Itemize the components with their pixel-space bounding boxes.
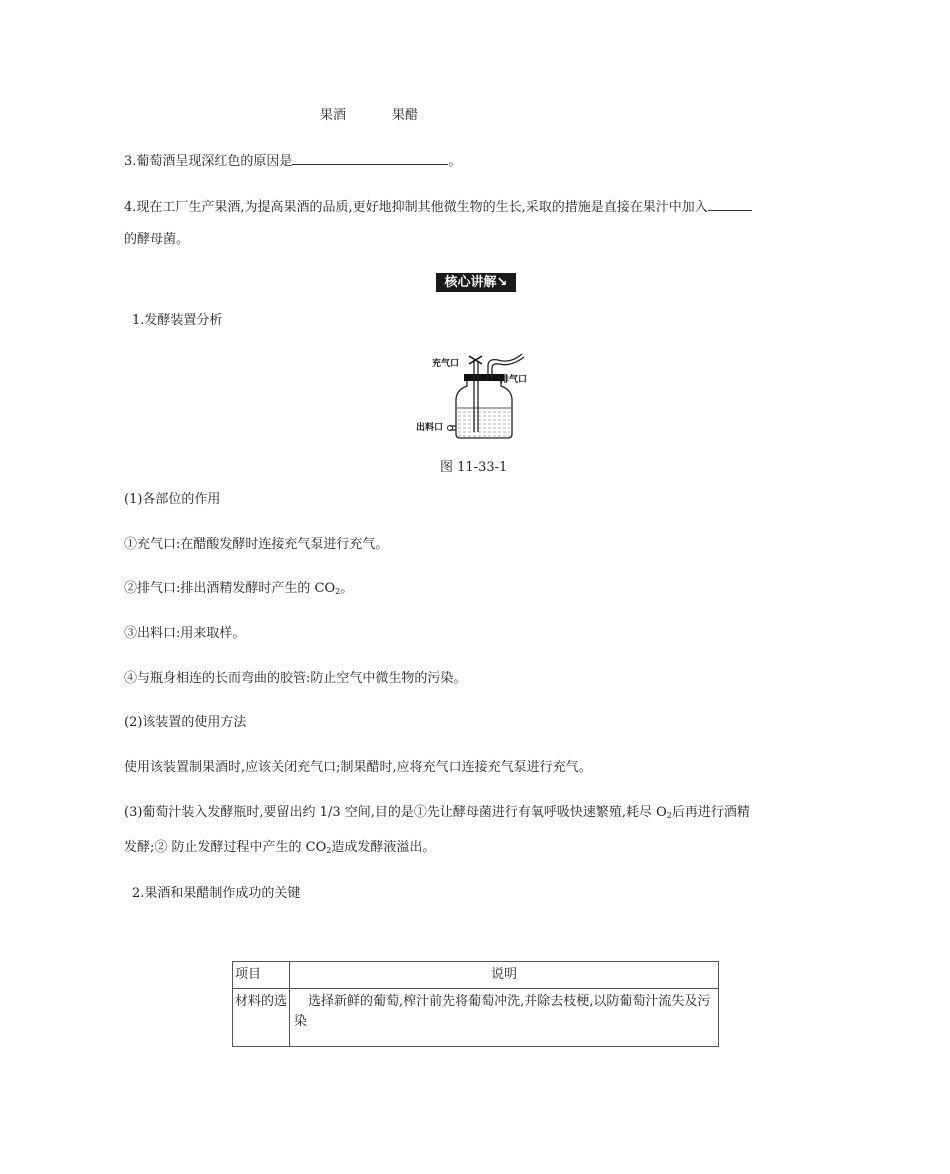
part-1-item-3: ③出料口:用来取样。	[124, 626, 246, 641]
part-3-l2-sub: 2	[326, 846, 332, 855]
table-cell-desc: 选择新鲜的葡萄,榨汁前先将葡萄冲洗,并除去枝梗,以防葡萄汁流失及污染	[290, 989, 719, 1047]
question-3	[124, 150, 461, 172]
question-4-text: 4.现在工厂生产果酒,为提高果酒的品质,更好地抑制其他微生物的生长,采取的措施是直接在果汁中加入	[124, 200, 708, 215]
part-2-text: 使用该装置制果酒时,应该关闭充气口;制果醋时,应将充气口连接充气泵进行充气。	[124, 760, 592, 775]
label-discharge: 出料口	[416, 423, 444, 433]
part-3-l2-b: 造成发酵液溢出。	[331, 840, 436, 855]
part-3-l2-a: 发酵;② 防止发酵过程中产生的 CO	[124, 840, 327, 855]
bottle-outline	[456, 380, 512, 438]
question-4-line2: 的酵母菌。	[124, 232, 190, 247]
key-points-table	[232, 961, 719, 1047]
stopper	[464, 374, 504, 381]
part-2-title: (2)该装置的使用方法	[124, 715, 247, 730]
table-header-item: 项目	[233, 962, 290, 989]
part-1-item-2-sub: 2	[335, 587, 341, 596]
part-1-item-4: ④与瓶身相连的长而弯曲的胶管:防止空气中微生物的污染。	[124, 671, 467, 686]
inlet-clamp	[469, 356, 482, 364]
question-4-line1	[124, 196, 752, 218]
part-1-item-2-b: 。	[340, 581, 354, 596]
table-cell-item: 材料的选	[233, 989, 290, 1047]
table-header-desc: 说明	[290, 962, 719, 989]
core-explanation-banner: 核心讲解↘	[436, 273, 516, 292]
section-1-title: 1.发酵装置分析	[132, 313, 223, 328]
fermentation-apparatus-diagram	[412, 350, 542, 445]
section-2-title: 2.果酒和果醋制作成功的关键	[132, 886, 301, 901]
label-guojiu: 果酒	[320, 108, 347, 123]
part-1-item-2-a: ②排气口:排出酒精发酵时产生的 CO	[124, 581, 336, 596]
part-3-l1-sub: 2	[666, 811, 672, 820]
label-inlet: 充气口	[432, 359, 460, 369]
part-3-l1-a: (3)葡萄汁装入发酵瓶时,要留出约 1/3 空间,目的是①先让酵母菌进行有氧呼吸快速繁殖,耗尽 O	[124, 805, 667, 820]
part-3-l1-b: 后再进行酒精	[671, 805, 750, 820]
question-3-end: 。	[448, 154, 462, 169]
question-3-text: 3.葡萄酒呈现深红色的原因是	[124, 154, 293, 169]
part-3-line-2	[124, 838, 435, 861]
part-1-title: (1)各部位的作用	[124, 492, 221, 507]
question-3-blank	[292, 150, 448, 165]
label-outlet: 排气口	[500, 375, 528, 385]
table-header-row	[233, 962, 719, 989]
part-1-item-2	[124, 579, 353, 602]
label-guocu: 果醋	[392, 108, 419, 123]
table-row	[233, 989, 719, 1047]
figure-caption: 图 11-33-1	[440, 460, 508, 475]
question-4-blank	[708, 196, 752, 211]
part-1-item-1: ①充气口:在醋酸发酵时连接充气泵进行充气。	[124, 537, 389, 552]
part-3-line-1	[124, 803, 750, 826]
